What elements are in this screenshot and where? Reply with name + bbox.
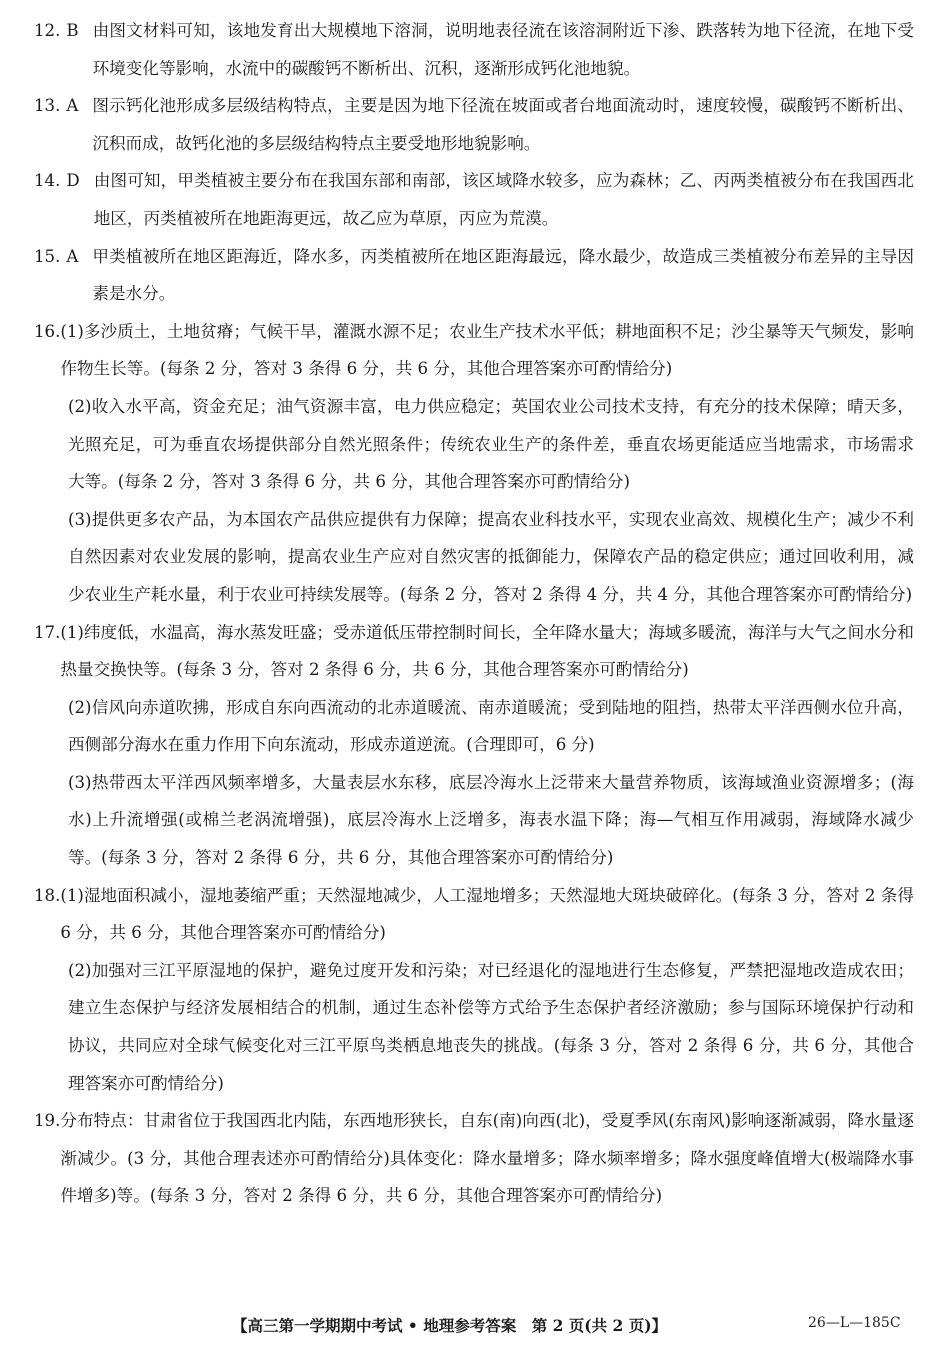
answer-letter: A: [66, 96, 79, 116]
answer-item-13: [34, 87, 914, 162]
answer-item-17-part-3: [68, 764, 914, 877]
page-footer: [0, 1312, 950, 1342]
question-number: 17.: [34, 622, 61, 642]
answer-content: [34, 12, 914, 1215]
question-number: 14.: [34, 171, 61, 191]
answer-item-18-part-2: [68, 952, 914, 1102]
answer-part-2: (2)信风向赤道吹拂，形成自东向西流动的北赤道暖流、南赤道暖流；受到陆地的阻挡，热带太平洋西侧水位升高，西侧部分海水在重力作用下向东流动，形成赤道逆流。(合理即可，6 分): [68, 697, 914, 755]
answer-explanation: 图示钙化池形成多层级结构特点，主要是因为地下径流在坡面或者台地面流动时，速度较慢，碳酸钙不断析出、沉积而成，故钙化池的多层级结构特点主要受地形地貌影响。: [92, 96, 914, 153]
question-number: 16.: [34, 321, 61, 341]
answer-explanation: 由图可知，甲类植被主要分布在我国东部和南部，该区域降水较多，应为森林；乙、丙两类植被分布在我国西北地区，丙类植被所在地距海更远，故乙应为草原，丙应为荒漠。: [93, 171, 914, 228]
question-number: 18.: [34, 885, 61, 905]
answer-letter: A: [66, 246, 79, 266]
answer-part-3: (3)提供更多农产品，为本国农产品供应提供有力保障；提高农业科技水平，实现农业高效、规模化生产；减少不利自然因素对农业发展的影响，提高农业生产应对自然灾害的抵御能力，保障农产品的稳定供应；通过回收利用，减少农业生产耗水量，利于农业可持续发展等。(每条 2 分，答对 2 条得 4 分，共 4 分，其他合理答案亦可酌情给分): [68, 509, 914, 604]
footer-title: 【高三第一学期期中考试 • 地理参考答案 第 2 页(共 2 页)】: [232, 1316, 668, 1335]
answer-part-1: (1)多沙质土，土地贫瘠；气候干旱，灌溉水源不足；农业生产技术水平低；耕地面积不足；沙尘暴等天气频发，影响作物生长等。(每条 2 分，答对 3 条得 6 分，共 6 分，其他合理答案亦可酌情给分): [60, 321, 914, 379]
answer-part-3: (3)热带西太平洋西风频率增多，大量表层水东移，底层冷海水上泛带来大量营养物质，该海域渔业资源增多；(海水)上升流增强(或棉兰老涡流增强)，底层冷海水上泛增多，海表水温下降；海—气相互作用减弱，海域降水减少等。(每条 3 分，答对 2 条得 6 分，共 6 分，其他合理答案亦可酌情给分): [68, 772, 914, 868]
answer-part-2: (2)收入水平高，资金充足；油气资源丰富，电力供应稳定；英国农业公司技术支持，有充分的技术保障；晴天多，光照充足，可为垂直农场提供部分自然光照条件；传统农业生产的条件差，垂直农场更能适应当地需求，市场需求大等。(每条 2 分，答对 3 条得 6 分，共 6 分，其他合理答案亦可酌情给分): [68, 396, 914, 492]
answer-letter: D: [66, 171, 80, 191]
answer-item-16: [34, 313, 914, 388]
answer-part-1: (1)湿地面积减小，湿地萎缩严重；天然湿地减少，人工湿地增多；天然湿地大斑块破碎化。(每条 3 分，答对 2 条得 6 分，共 6 分，其他合理答案亦可酌情给分): [60, 885, 914, 943]
answer-item-19: [34, 1102, 914, 1215]
question-number: 19.: [34, 1111, 61, 1131]
question-number: 13.: [34, 96, 61, 116]
answer-part-1: 分布特点：甘肃省位于我国西北内陆，东西地形狭长，自东(南)向西(北)，受夏季风(东南风)影响逐渐减弱，降水量逐渐减少。(3 分，其他合理表述亦可酌情给分)具体变化：降水量增多；降水频率增多；降水强度峰值增大(极端降水事件增多)等。(每条 3 分，答对 2 条得 6 分，共 6 分，其他合理答案亦可酌情给分): [60, 1111, 914, 1206]
footer-code: 26—L—185C: [808, 1315, 901, 1331]
answer-explanation: 甲类植被所在地区距海近，降水多，丙类植被所在地区距海最远，降水最少，故造成三类植被分布差异的主导因素是水分。: [92, 246, 914, 304]
answer-item-16-part-3: [68, 501, 914, 614]
answer-item-14: [34, 162, 914, 237]
answer-part-2: (2)加强对三江平原湿地的保护，避免过度开发和污染；对已经退化的湿地进行生态修复，严禁把湿地改造成农田；建立生态保护与经济发展相结合的机制，通过生态补偿等方式给予生态保护者经济激励；参与国际环境保护行动和协议，共同应对全球气候变化对三江平原鸟类栖息地丧失的挑战。(每条 3 分，答对 2 条得 6 分，共 6 分，其他合理答案亦可酌情给分): [68, 960, 914, 1093]
answer-item-12: [34, 12, 914, 87]
answer-item-17: [34, 614, 914, 689]
question-number: 12.: [34, 21, 61, 40]
answer-item-18: [34, 877, 914, 952]
answer-letter: B: [66, 21, 79, 40]
answer-item-16-part-2: [68, 388, 914, 501]
answer-item-17-part-2: [68, 689, 914, 764]
answer-part-1: (1)纬度低，水温高，海水蒸发旺盛；受赤道低压带控制时间长，全年降水量大；海域多暖流，海洋与大气之间水分和热量交换快等。(每条 3 分，答对 2 条得 6 分，共 6 分，其他合理答案亦可酌情给分): [60, 622, 914, 680]
answer-explanation: 由图文材料可知，该地发育出大规模地下溶洞，说明地表径流在该溶洞附近下渗、跌落转为地下径流，在地下受环境变化等影响，水流中的碳酸钙不断析出、沉积，逐渐形成钙化池地貌。: [92, 21, 914, 78]
answer-item-15: [34, 238, 914, 313]
question-number: 15.: [34, 246, 61, 266]
